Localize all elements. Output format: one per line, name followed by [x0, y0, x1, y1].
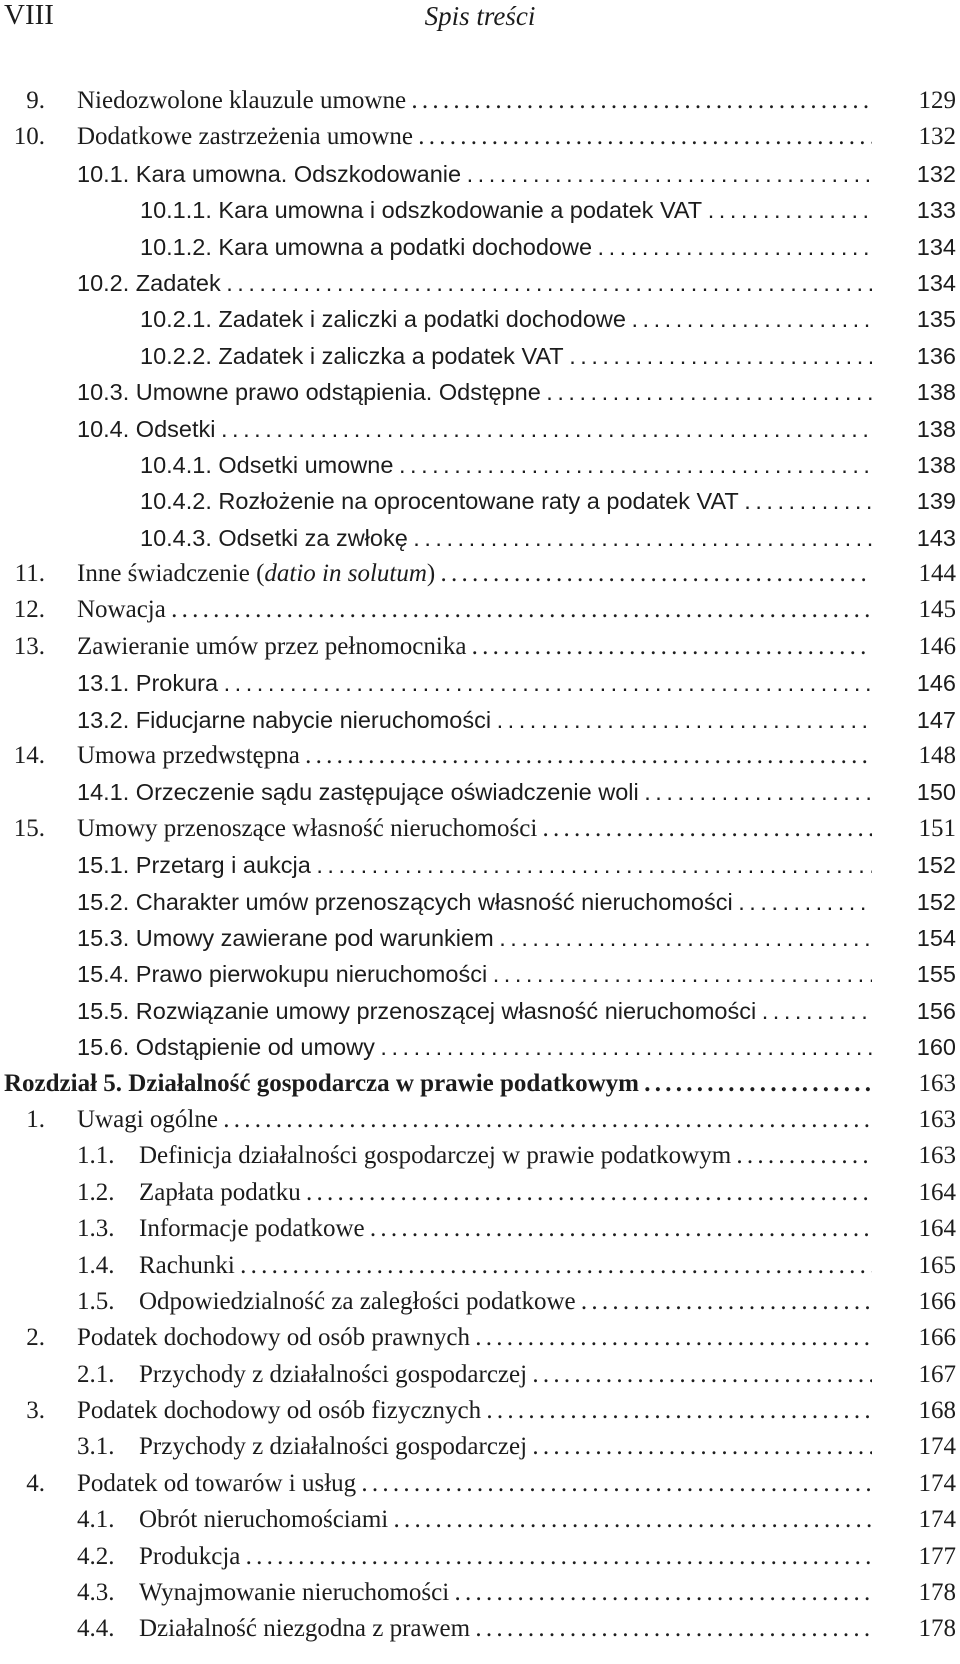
toc-entry-page: 147 [916, 706, 956, 733]
toc-entry-number: 11. [14, 560, 45, 588]
toc-entry [0, 774, 960, 810]
toc-entry-title: 15.5. Rozwiązanie umowy przenoszącej własność nieruchomości . . . [77, 993, 872, 1029]
toc-entry-title: 10.2.1. Zadatek i zaliczki a podatki dochodowe . . . [140, 301, 872, 337]
toc-entry-number: 1.2. [77, 1178, 115, 1206]
toc-entry [0, 1248, 960, 1284]
toc-entry-page: 174 [918, 1433, 956, 1461]
toc-entry-page: 138 [916, 379, 956, 406]
toc-entry-title: 15.4. Prawo pierwokupu nieruchomości . . . [77, 956, 872, 992]
toc-entry-number: 3.1. [77, 1433, 115, 1461]
toc-entry-page: 163 [918, 1105, 956, 1133]
toc-entry [0, 1357, 960, 1393]
toc-entry-page: 178 [918, 1579, 956, 1607]
toc-entry-title: Nowacja . . . [77, 592, 872, 628]
running-title: Spis treści [424, 1, 536, 31]
toc-entry-title: 10.1.1. Kara umowna i odszkodowanie a podatek VAT . . . [140, 192, 872, 228]
toc-entry-page: 133 [916, 197, 956, 224]
toc-entry [0, 556, 960, 592]
toc-entry-number: 1.5. [77, 1287, 115, 1315]
toc-entry [0, 665, 960, 701]
toc-entry-title: Podatek dochodowy od osób fizycznych . . . [77, 1393, 872, 1429]
toc-entry-title: 14.1. Orzeczenie sądu zastępujące oświadczenie woli . . . [77, 774, 872, 810]
toc-entry-number: 4.1. [77, 1506, 115, 1534]
toc-entry-title: Wynajmowanie nieruchomości . . . [139, 1575, 872, 1611]
toc-entry-title: 10.1.2. Kara umowna a podatki dochodowe . . . [140, 229, 872, 265]
toc-entry-number: 1. [26, 1105, 45, 1133]
toc-entry [0, 447, 960, 483]
toc-entry-page: 154 [916, 924, 956, 951]
toc-entry-page: 156 [916, 997, 956, 1024]
toc-entry-title: 10.2. Zadatek . . . [77, 265, 872, 301]
toc-entry [0, 702, 960, 738]
toc-entry-page: 129 [918, 87, 956, 114]
toc-entry-title: Dodatkowe zastrzeżenia umowne . . . [77, 119, 872, 155]
toc-entry-number: 10. [13, 123, 45, 151]
toc-entry [0, 1502, 960, 1538]
toc-entry [0, 192, 960, 228]
toc-entry [0, 1029, 960, 1065]
toc-entry-page: 174 [918, 1469, 956, 1497]
toc-entry [0, 338, 960, 374]
toc-entry [0, 738, 960, 774]
toc-entry [0, 1102, 960, 1138]
toc-entry-page: 132 [916, 160, 956, 187]
toc-entry-title: Informacje podatkowe . . . [139, 1211, 872, 1247]
toc-entry-title: 15.1. Przetarg i aukcja . . . [77, 847, 872, 883]
toc-entry-page: 134 [916, 233, 956, 260]
toc-entry [0, 920, 960, 956]
toc-entry-page: 177 [918, 1542, 956, 1570]
toc-entry-page: 138 [916, 451, 956, 478]
toc-entry [0, 629, 960, 665]
toc-entry-title: Podatek od towarów i usług . . . [77, 1466, 872, 1502]
toc-entry-page: 146 [918, 632, 956, 660]
toc-entry-number: 4. [26, 1469, 45, 1497]
toc-entry-number: 13. [13, 632, 45, 660]
toc-entry-page: 145 [918, 596, 956, 624]
toc-entry-title: 15.2. Charakter umów przenoszących własność nieruchomości . . . [77, 884, 872, 920]
toc-entry [0, 884, 960, 920]
toc-entry-number: 9. [26, 87, 45, 114]
toc-entry [0, 1066, 960, 1102]
toc-entry-number: 1.4. [77, 1251, 115, 1279]
toc-entry-title: Produkcja . . . [139, 1539, 872, 1575]
toc-entry [0, 1429, 960, 1465]
toc-entry-page: 167 [918, 1360, 956, 1388]
toc-entry [0, 811, 960, 847]
toc-entry [0, 119, 960, 155]
toc-entry-page: 135 [916, 306, 956, 333]
toc-entry-page: 132 [918, 123, 956, 151]
toc-entry [0, 1320, 960, 1356]
toc-entry-page: 178 [918, 1615, 956, 1643]
toc-entry-page: 152 [916, 888, 956, 915]
toc-entry [0, 1611, 960, 1647]
toc-entry-title: Uwagi ogólne . . . [77, 1102, 872, 1138]
toc-entry-title: Działalność niezgodna z prawem . . . [139, 1611, 872, 1647]
toc-entry [0, 301, 960, 337]
toc-entry-number: 15. [13, 814, 45, 842]
toc-entry [0, 993, 960, 1029]
toc-entry [0, 1393, 960, 1429]
toc-entry-title: Odpowiedzialność za zaległości podatkowe . . . [139, 1284, 872, 1320]
toc-entry [0, 411, 960, 447]
toc-entry [0, 1575, 960, 1611]
toc-entry-title: Rozdział 5. Działalność gospodarcza w prawie podatkowym . . . [4, 1066, 872, 1102]
toc-entry-page: 163 [918, 1142, 956, 1170]
toc-entry-page: 174 [918, 1506, 956, 1534]
toc-entry-title: Definicja działalności gospodarczej w prawie podatkowym . . . [139, 1138, 872, 1174]
toc-entry-title: Niedozwolone klauzule umowne . . . [77, 83, 872, 119]
toc-entry-title: 13.1. Prokura . . . [77, 665, 872, 701]
toc-entry-title: Zapłata podatku . . . [139, 1175, 872, 1211]
toc-entry-title: Umowa przedwstępna . . . [77, 738, 872, 774]
toc-entry-number: 4.2. [77, 1542, 115, 1570]
toc-entry [0, 483, 960, 519]
toc-entry-page: 148 [918, 742, 956, 770]
toc-entry-title: 13.2. Fiducjarne nabycie nieruchomości . . . [77, 702, 872, 738]
toc-entry-page: 164 [918, 1215, 956, 1243]
toc-entry [0, 592, 960, 628]
toc-entry [0, 374, 960, 410]
toc-entry-page: 146 [916, 670, 956, 697]
toc-entry [0, 847, 960, 883]
toc-entry-title: 10.2.2. Zadatek i zaliczka a podatek VAT . . . [140, 338, 872, 374]
toc-entry-number: 4.4. [77, 1615, 115, 1643]
toc-entry-page: 166 [918, 1287, 956, 1315]
toc-entry [0, 83, 960, 119]
toc-entry [0, 1211, 960, 1247]
toc-entry-title: 10.4.1. Odsetki umowne . . . [140, 447, 872, 483]
toc-entry [0, 1138, 960, 1174]
toc-entry-number: 2.1. [77, 1360, 115, 1388]
toc-entry-page: 139 [916, 488, 956, 515]
toc-entry [0, 229, 960, 265]
toc-entry-page: 168 [918, 1397, 956, 1425]
toc-entry-page: 138 [916, 415, 956, 442]
toc-entry-page: 166 [918, 1324, 956, 1352]
toc-entry-title: Obrót nieruchomościami . . . [139, 1502, 872, 1538]
toc-entry-title: 10.4.2. Rozłożenie na oprocentowane raty a podatek VAT . . . [140, 483, 872, 519]
toc-entry-number: 12. [13, 596, 45, 624]
toc-entry-page: 155 [916, 961, 956, 988]
toc-entry-number: 14. [13, 742, 45, 770]
toc-entry-page: 160 [916, 1034, 956, 1061]
toc-entry-title: Przychody z działalności gospodarczej . . . [139, 1357, 872, 1393]
toc-entry [0, 1175, 960, 1211]
toc-entry [0, 956, 960, 992]
toc-entry [0, 520, 960, 556]
toc-entry-title: 10.3. Umowne prawo odstąpienia. Odstępne . . . [77, 374, 872, 410]
toc-entry-number: 3. [26, 1397, 45, 1425]
toc-entry-number: 4.3. [77, 1579, 115, 1607]
toc-entry-title: 10.4. Odsetki . . . [77, 411, 872, 447]
toc-entry-title: Zawieranie umów przez pełnomocnika . . . [77, 629, 872, 665]
toc-entry-page: 165 [918, 1251, 956, 1279]
page-header [0, 0, 960, 50]
toc-entry [0, 1466, 960, 1502]
toc-entry-number: 1.3. [77, 1215, 115, 1243]
toc-entry-title: Rachunki . . . [139, 1248, 872, 1284]
toc-entry-title: 15.6. Odstąpienie od umowy . . . [77, 1029, 872, 1065]
toc-entry-title: Podatek dochodowy od osób prawnych . . . [77, 1320, 872, 1356]
page-number: VIII [4, 0, 54, 31]
toc-entry-page: 150 [916, 779, 956, 806]
toc-entry-title: 10.1. Kara umowna. Odszkodowanie . . . [77, 156, 872, 192]
toc-entry-page: 151 [918, 814, 956, 842]
table-of-contents [0, 83, 960, 1648]
toc-entry-title: 15.3. Umowy zawierane pod warunkiem . . . [77, 920, 872, 956]
toc-entry-page: 144 [918, 560, 956, 588]
toc-entry-title: Inne świadczenie (datio in solutum) . . . [77, 556, 872, 592]
toc-entry [0, 265, 960, 301]
toc-entry-number: 1.1. [77, 1142, 115, 1170]
toc-entry-title: Przychody z działalności gospodarczej . . . [139, 1429, 872, 1465]
toc-entry-title: 10.4.3. Odsetki za zwłokę . . . [140, 520, 872, 556]
toc-entry-page: 164 [918, 1178, 956, 1206]
toc-entry-page: 163 [918, 1069, 956, 1097]
toc-entry-page: 136 [916, 342, 956, 369]
toc-entry [0, 1539, 960, 1575]
toc-entry-number: 2. [26, 1324, 45, 1352]
toc-entry [0, 156, 960, 192]
toc-entry [0, 1284, 960, 1320]
toc-entry-title: Umowy przenoszące własność nieruchomości . . . [77, 811, 872, 847]
toc-entry-page: 134 [916, 269, 956, 296]
toc-entry-page: 143 [916, 524, 956, 551]
toc-entry-page: 152 [916, 852, 956, 879]
